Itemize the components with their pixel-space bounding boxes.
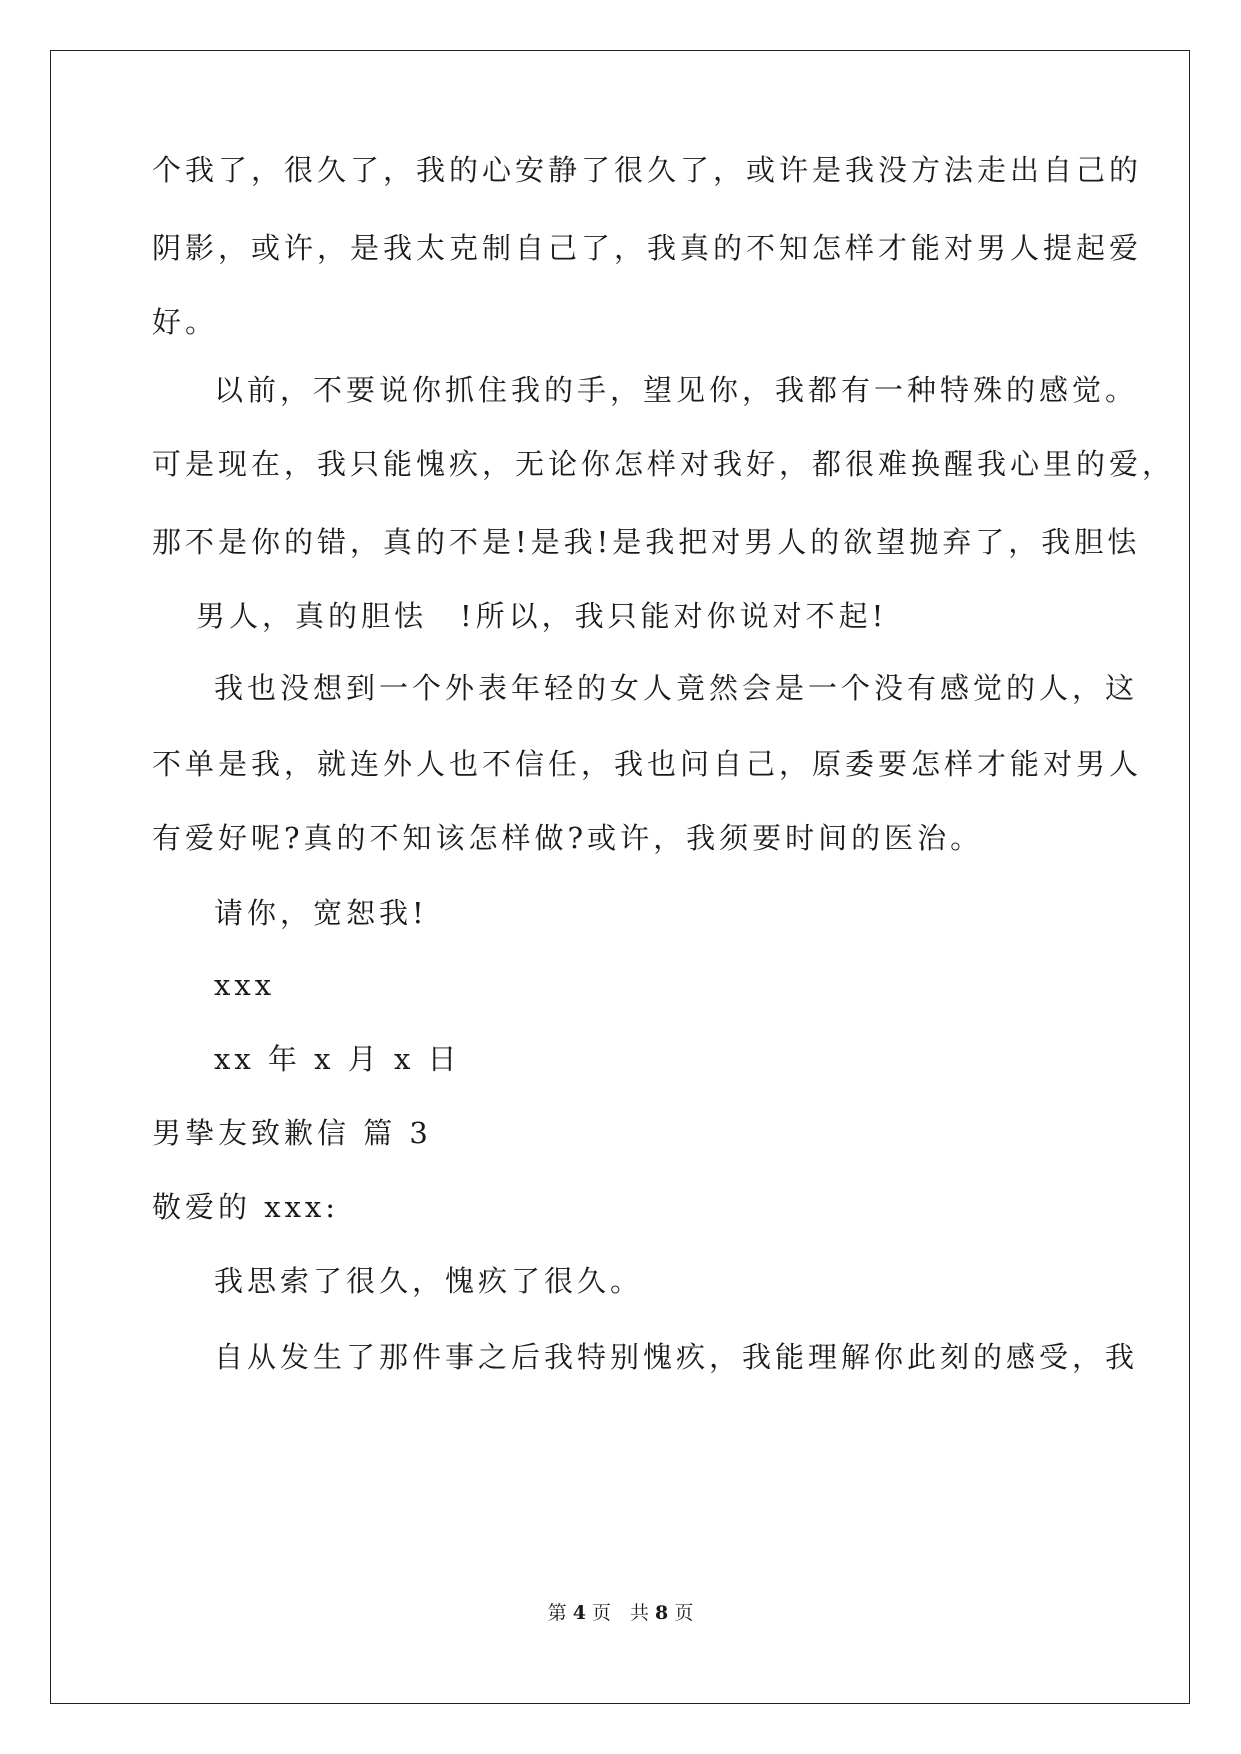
page-border: [50, 50, 1190, 1704]
body-line: 自从发生了那件事之后我特别愧疚，我能理解你此刻的感受，我: [214, 1340, 1139, 1374]
body-line: 请你，宽恕我!: [214, 896, 428, 930]
footer-prefix: 第: [547, 1602, 567, 1624]
body-line: 可是现在，我只能愧疚，无论你怎样对我好，都很难换醒我心里的爱，: [152, 447, 1176, 481]
body-line: 以前，不要说你抓住我的手，望见你，我都有一种特殊的感觉。: [214, 373, 1139, 407]
signature-date: xx 年 x 月 x 日: [214, 1042, 461, 1076]
body-line: 我思索了很久，愧疚了很久。: [214, 1264, 644, 1298]
section-heading: 男挚友致歉信 篇 3: [152, 1116, 432, 1150]
total-page-number: 8: [655, 1602, 669, 1624]
signature-name: xxx: [214, 968, 276, 1002]
body-line: 那不是你的错，真的不是!是我!是我把对男人的欲望抛弃了，我胆怯: [152, 525, 1141, 559]
body-line: 我也没想到一个外表年轻的女人竟然会是一个没有感觉的人，这: [214, 671, 1139, 705]
body-line: 不单是我，就连外人也不信任，我也问自己，原委要怎样才能对男人: [152, 747, 1143, 781]
body-line: 好。: [152, 305, 219, 339]
page-number-footer: [0, 1598, 1241, 1625]
current-page-number: 4: [572, 1602, 586, 1624]
body-line: 有爱好呢?真的不知该怎样做?或许，我须要时间的医治。: [152, 821, 984, 855]
body-line: 男人，真的胆怯 !所以，我只能对你说对不起!: [196, 599, 888, 633]
body-line: 阴影，或许，是我太克制自己了，我真的不知怎样才能对男人提起爱: [152, 231, 1143, 265]
footer-middle: 页 共: [591, 1602, 649, 1624]
footer-suffix: 页: [674, 1602, 694, 1624]
salutation: 敬爱的 xxx:: [152, 1190, 340, 1224]
body-line: 个我了，很久了，我的心安静了很久了，或许是我没方法走出自己的: [152, 153, 1143, 187]
